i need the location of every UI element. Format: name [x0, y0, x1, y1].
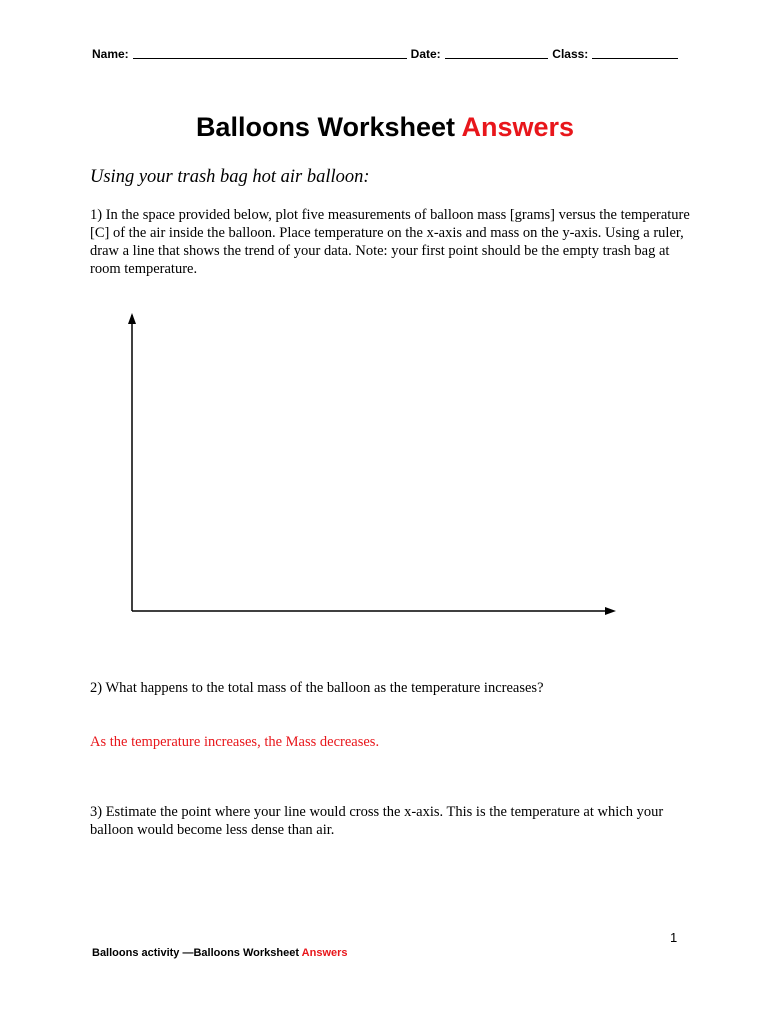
title-main: Balloons Worksheet: [195, 112, 455, 142]
x-axis-arrowhead: [605, 607, 616, 615]
header-fields: [92, 46, 682, 61]
name-blank-line[interactable]: [133, 46, 407, 59]
blank-graph-axes: [118, 305, 628, 625]
footer-main: Balloons activity —Balloons Worksheet: [92, 947, 300, 959]
y-axis-arrowhead: [128, 313, 136, 324]
question-2: 2) What happens to the total mass of the balloon as the temperature increases?: [90, 680, 544, 696]
name-label: Name:: [92, 47, 129, 61]
footer-highlight: Answers: [301, 947, 348, 959]
class-blank-line[interactable]: [592, 46, 678, 59]
title-highlight: Answers: [461, 112, 575, 142]
answer-2: As the temperature increases, the Mass decreases.: [90, 734, 380, 750]
question-3: 3) Estimate the point where your line would cross the x-axis. This is the temperature at which your balloon would become less dense than air.: [90, 804, 664, 838]
date-label: Date:: [410, 47, 441, 61]
page-number: 1: [670, 930, 678, 945]
subtitle: Using your trash bag hot air balloon:: [90, 167, 370, 187]
class-label: Class:: [552, 47, 589, 61]
page-title: [0, 112, 770, 143]
date-blank-line[interactable]: [445, 46, 549, 59]
question-1: 1) In the space provided below, plot five measurements of balloon mass [grams] versus the temperature [C] of the air inside the balloon. Place temperature on the x-axis and mass on the y-axis. Using a ruler, draw a line that shows the trend of your data. Note: your first point should be the empty trash bag at room temperature.: [90, 207, 690, 277]
footer: [92, 947, 348, 959]
